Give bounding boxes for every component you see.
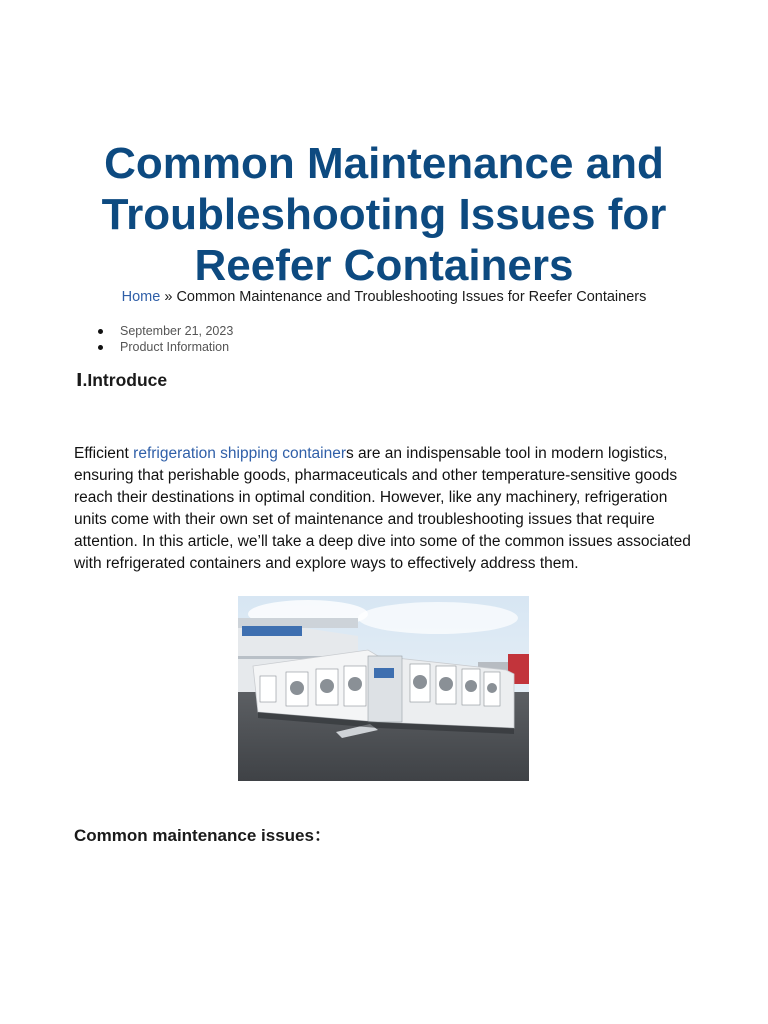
title-line-1: Common Maintenance and xyxy=(104,139,664,188)
title-line-2: Troubleshooting Issues for xyxy=(101,190,667,239)
reefer-container-photo xyxy=(238,596,529,781)
reefer-container-illustration xyxy=(238,596,529,781)
refrigeration-container-link[interactable]: refrigeration shipping container xyxy=(133,445,346,462)
title-line-3: Reefer Containers xyxy=(194,241,574,290)
page-title xyxy=(40,138,728,291)
intro-paragraph xyxy=(74,443,694,575)
breadcrumb-separator: » xyxy=(160,289,177,305)
breadcrumb xyxy=(0,289,768,305)
breadcrumb-home-link[interactable]: Home xyxy=(121,289,161,305)
intro-body: s are an indispensable tool in modern logistics, ensuring that perishable goods, pharmaceuticals and other temperature-sensitive goods reach their destinations in optimal condition. However, like any machinery, refrigeration units come with their own set of maintenance and troubleshooting issues that require attention. In this article, we’ll take a deep dive into some of the common issues associated with refrigerated containers and explore ways to effectively address them. xyxy=(74,445,691,572)
post-meta-list xyxy=(96,323,233,355)
breadcrumb-current: Common Maintenance and Troubleshooting Issues for Reefer Containers xyxy=(176,289,647,305)
post-category[interactable]: Product Information xyxy=(96,339,233,355)
post-date: September 21, 2023 xyxy=(96,323,233,339)
intro-heading: Ⅰ.Introduce xyxy=(76,370,168,390)
intro-prefix: Efficient xyxy=(74,445,134,462)
maintenance-heading: Common maintenance issues： xyxy=(74,826,331,845)
